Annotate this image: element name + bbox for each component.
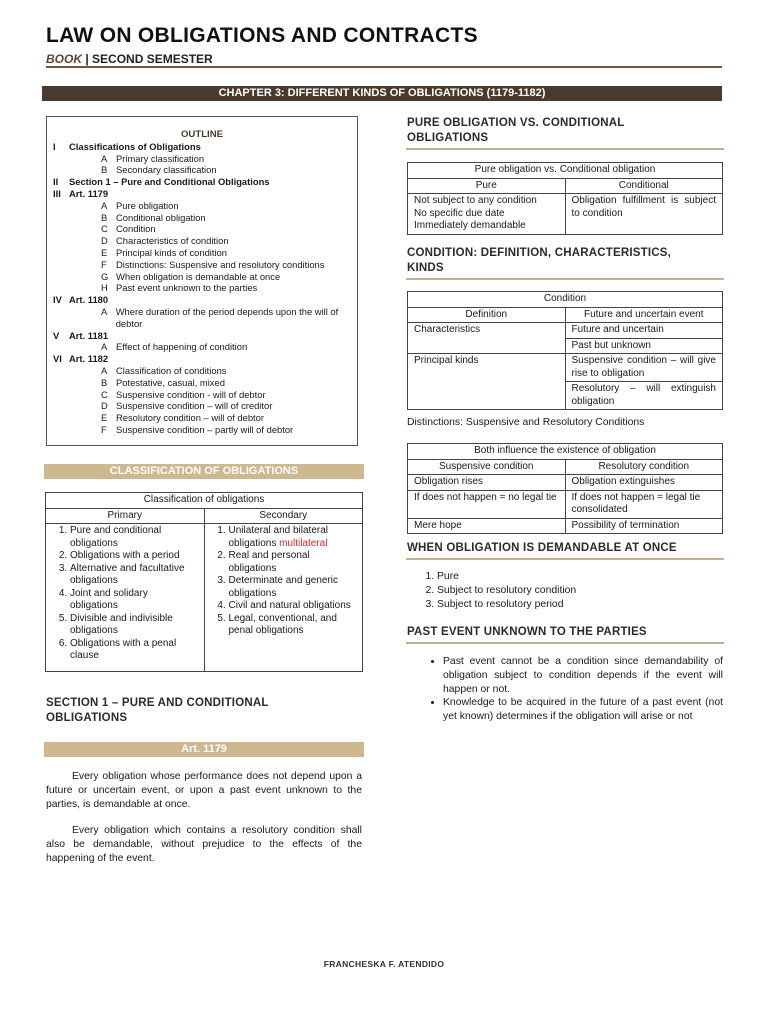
list-item: • Past event cannot be a condition since demandability of obligation subject to condition depends if the event will happen or not. — [443, 655, 723, 696]
table-cell: Obligation rises — [408, 475, 566, 491]
outline-subitem: D Characteristics of condition — [101, 235, 229, 247]
row-label: Characteristics — [408, 323, 566, 354]
footer-author: FRANCHESKA F. ATENDIDO — [323, 959, 445, 969]
secondary-cell — [204, 524, 363, 672]
outline-subitem: G When obligation is demandable at once — [101, 270, 281, 282]
primary-cell — [46, 524, 205, 672]
outline-subitem: E Principal kinds of condition — [101, 246, 227, 258]
list-item: 1. Pure — [437, 570, 737, 584]
table-title: Pure obligation vs. Conditional obligation — [408, 163, 723, 179]
list-item: 1. Unilateral and bilateral obligations multilateral — [229, 525, 357, 550]
outline-subitem: B Potestative, casual, mixed — [101, 376, 225, 388]
list-item: 3. Alternative and facultative obligations — [70, 563, 198, 588]
outline-subitem: B Conditional obligation — [101, 211, 206, 223]
table-title: Condition — [408, 292, 723, 308]
section1-heading: SECTION 1 – PURE AND CONDITIONAL OBLIGATIONS — [46, 697, 269, 724]
subtitle-separator: | — [82, 52, 93, 66]
column-header: Suspensive condition — [408, 459, 566, 475]
demandable-heading: WHEN OBLIGATION IS DEMANDABLE AT ONCE — [407, 542, 677, 554]
outline-subitem: B Secondary classification — [101, 164, 217, 176]
outline-subitem: C Suspensive condition - will of debtor — [101, 388, 266, 400]
pure-vs-cond-heading: PURE OBLIGATION VS. CONDITIONAL OBLIGATIONS — [407, 117, 625, 144]
column-header: Conditional — [565, 178, 723, 194]
table-cell: If does not happen = no legal tie — [408, 490, 566, 518]
outline-subitem: E Resolutory condition – will of debtor — [101, 412, 264, 424]
column-header: Secondary — [204, 508, 363, 524]
demandable-list — [407, 570, 737, 611]
header-rule — [46, 66, 722, 68]
outline-subitem: A Where duration of the period depends upon the will of debtor — [101, 305, 339, 329]
outline-item-iv: IV Art. 1180 — [53, 294, 109, 306]
outline-subitem: F Suspensive condition – partly will of debtor — [101, 423, 294, 435]
list-item: 4. Joint and solidary obligations — [70, 588, 198, 613]
page-title: LAW ON OBLIGATIONS AND CONTRACTS — [46, 24, 478, 47]
list-item: 2. Real and personal obligations — [229, 550, 357, 575]
table-title: Both influence the existence of obligation — [408, 444, 723, 460]
table-cell: Mere hope — [408, 518, 566, 534]
outline-subitem: A Pure obligation — [101, 199, 179, 211]
conditional-cell: Obligation fulfillment is subject to condition — [565, 194, 723, 235]
condition-heading: CONDITION: DEFINITION, CHARACTERISTICS, KINDS — [407, 247, 671, 274]
condition-table — [407, 291, 723, 410]
pure-cell: Not subject to any condition No specific due date Immediately demandable — [408, 194, 566, 235]
classification-table — [45, 492, 363, 672]
row-label: Principal kinds — [408, 354, 566, 410]
book-label: BOOK — [46, 52, 82, 66]
subtitle — [46, 52, 213, 66]
outline-item-iii: III Art. 1179 — [53, 187, 109, 199]
outline-item-vi: VI Art. 1182 — [53, 353, 109, 365]
list-item: 1. Pure and conditional obligations — [70, 525, 198, 550]
outline-title: OUTLINE — [180, 129, 224, 140]
list-item: 3. Subject to resolutory period — [437, 598, 737, 612]
past-event-list — [407, 655, 723, 724]
article-bar: Art. 1179 — [44, 742, 364, 757]
chapter-bar: CHAPTER 3: DIFFERENT KINDS OF OBLIGATIONS (1179-1182) — [42, 86, 722, 101]
heading-rule — [406, 278, 724, 280]
classification-bar: CLASSIFICATION OF OBLIGATIONS — [44, 464, 364, 479]
article-paragraph-2: Every obligation which contains a resolutory condition shall also be demandable, without prejudice to the effects of the happening of the event. — [46, 825, 362, 864]
distinctions-table — [407, 443, 723, 534]
outline-subitem: A Effect of happening of condition — [101, 341, 248, 353]
outline-item-i: I Classifications of Obligations — [53, 140, 201, 152]
definition-value: Future and uncertain event — [565, 307, 723, 323]
table-cell: Past but unknown — [565, 338, 723, 354]
column-header: Pure — [408, 178, 566, 194]
outline-box — [46, 116, 358, 446]
list-item: 2. Subject to resolutory condition — [437, 584, 737, 598]
list-item: 5. Divisible and indivisible obligations — [70, 613, 198, 638]
outline-subitem: C Condition — [101, 223, 156, 235]
article-paragraph-1: Every obligation whose performance does not depend upon a future or uncertain event, or upon a past event unknown to the parties, is demandable at once. — [46, 771, 362, 810]
column-header: Resolutory condition — [565, 459, 723, 475]
heading-rule — [406, 148, 724, 150]
column-header: Primary — [46, 508, 205, 524]
distinctions-caption: Distinctions: Suspensive and Resolutory Conditions — [407, 417, 645, 428]
table-cell: Future and uncertain — [565, 323, 723, 339]
table-cell: Suspensive condition – will give rise to obligation — [565, 354, 723, 382]
outline-subitem: A Classification of conditions — [101, 364, 227, 376]
outline-subitem: D Suspensive condition – will of creditor — [101, 400, 273, 412]
outline-item-ii: II Section 1 – Pure and Conditional Obligations — [53, 176, 270, 188]
list-item: 4. Civil and natural obligations — [229, 600, 357, 613]
outline-subitem: H Past event unknown to the parties — [101, 282, 258, 294]
outline-subitem: F Distinctions: Suspensive and resolutory conditions — [101, 258, 325, 270]
semester-label: SECOND SEMESTER — [92, 52, 213, 66]
table-cell: Possibility of termination — [565, 518, 723, 534]
table-cell: Obligation extinguishes — [565, 475, 723, 491]
past-event-heading: PAST EVENT UNKNOWN TO THE PARTIES — [407, 626, 647, 638]
list-item: • Knowledge to be acquired in the future of a past event (not yet known) determines if the obligation will arise or not — [443, 696, 723, 724]
list-item: 3. Determinate and generic obligations — [229, 575, 357, 600]
table-title: Classification of obligations — [46, 493, 363, 509]
list-item: 5. Legal, conventional, and penal obligations — [229, 613, 357, 638]
outline-subitem: A Primary classification — [101, 152, 205, 164]
list-item: 2. Obligations with a period — [70, 550, 198, 563]
table-cell: Resolutory – will extinguish obligation — [565, 382, 723, 410]
outline-item-v: V Art. 1181 — [53, 329, 109, 341]
heading-rule — [406, 558, 724, 560]
heading-rule — [406, 642, 724, 644]
table-cell: If does not happen = legal tie consolidated — [565, 490, 723, 518]
row-label: Definition — [408, 307, 566, 323]
list-item: 6. Obligations with a penal clause — [70, 638, 198, 663]
pure-vs-cond-table — [407, 162, 723, 235]
multilateral-note: multilateral — [279, 537, 328, 549]
